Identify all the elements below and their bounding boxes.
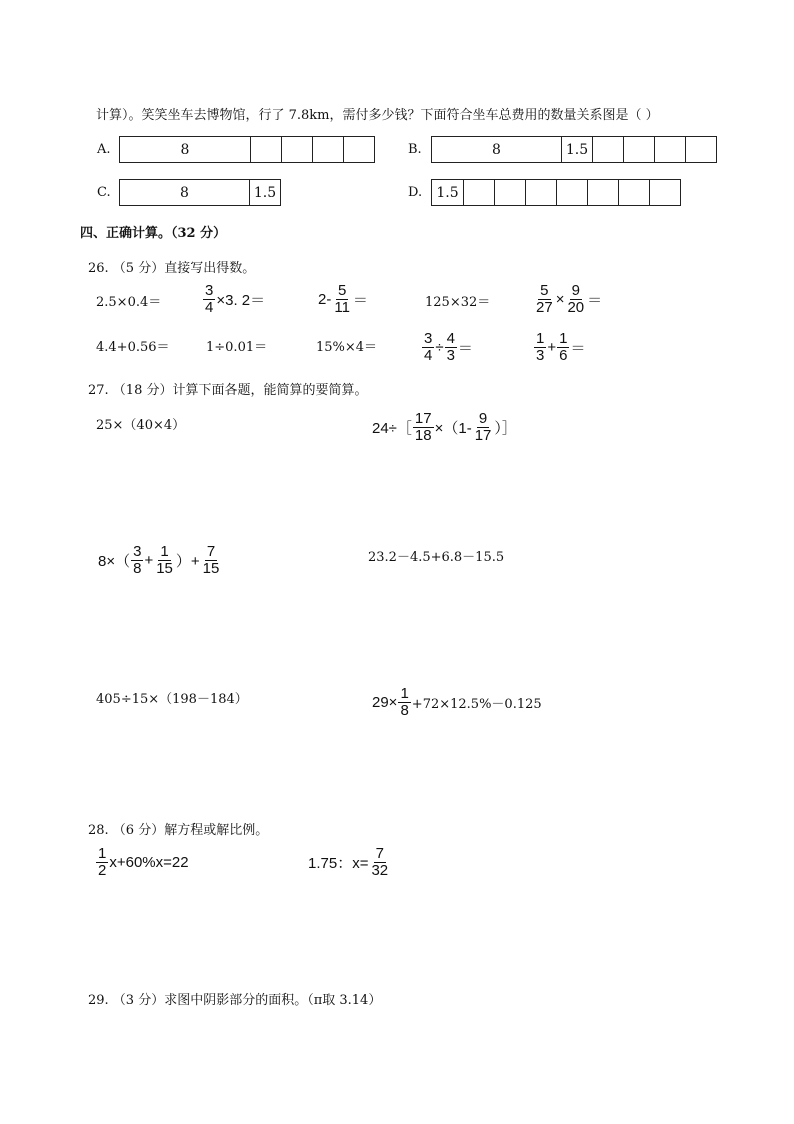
denominator: 32 <box>371 862 389 879</box>
bar-segment <box>619 179 650 206</box>
q29-heading: 29. （3 分）求图中阴影部分的面积。（π取 3.14） <box>88 993 382 1008</box>
q28-equation-1 <box>95 846 189 879</box>
bar-segment <box>557 179 588 206</box>
option-b-label: B. <box>408 142 422 157</box>
bar-segment: 1.5 <box>250 179 281 206</box>
denominator: 18 <box>414 427 432 444</box>
bar-segment <box>495 179 526 206</box>
q26-r1-b <box>202 283 265 316</box>
denominator: 8 <box>133 560 142 577</box>
q26-r1-a: 2.5×0.4＝ <box>96 295 162 310</box>
bar-segment: 1.5 <box>431 179 464 206</box>
denominator: 15 <box>202 560 220 577</box>
denominator: 6 <box>559 347 568 364</box>
bar-segment: 8 <box>431 136 562 163</box>
option-d-label: D. <box>408 185 423 200</box>
bar-segment <box>251 136 282 163</box>
denominator: 2 <box>98 862 107 879</box>
denominator: 17 <box>474 427 492 444</box>
bar-segment <box>593 136 624 163</box>
option-d-bar <box>431 179 681 206</box>
q28-heading: 28. （6 分）解方程或解比例。 <box>88 823 269 838</box>
numerator: 7 <box>206 543 216 560</box>
option-b-bar <box>431 136 717 163</box>
bar-segment <box>624 136 655 163</box>
q26-heading: 26. （5 分）直接写出得数。 <box>88 261 256 276</box>
denominator: 3 <box>536 347 545 364</box>
expr-text: 8×（ <box>98 553 131 570</box>
numerator: 1 <box>536 330 545 347</box>
expr-text: x+60%x=22 <box>109 854 189 871</box>
q28-equation-2 <box>308 846 391 879</box>
q27-problem-2 <box>372 411 517 444</box>
denominator: 8 <box>400 702 409 719</box>
numerator: 1 <box>98 845 107 862</box>
operator: ÷ <box>435 339 444 356</box>
operator: + <box>547 339 557 356</box>
numerator: 3 <box>424 330 433 347</box>
bar-segment <box>686 136 717 163</box>
denominator: 3 <box>446 347 455 364</box>
operator: + <box>144 552 154 569</box>
option-a-label: A. <box>97 142 111 157</box>
bar-segment <box>655 136 686 163</box>
expr-text: ×3. 2＝ <box>216 292 266 309</box>
expr-text: 2- <box>318 291 332 308</box>
bar-segment: 8 <box>119 179 250 206</box>
expr-text: ×（1- <box>434 420 472 437</box>
bar-segment <box>526 179 557 206</box>
expr-text: ）+ <box>175 553 200 570</box>
q26-r1-c <box>318 283 368 316</box>
expr-text: ＝ <box>570 340 586 357</box>
numerator: 9 <box>478 410 488 427</box>
numerator: 5 <box>540 282 549 299</box>
operator: × <box>555 291 565 308</box>
bar-segment: 1.5 <box>562 136 593 163</box>
numerator: 4 <box>446 330 455 347</box>
bar-segment <box>650 179 681 206</box>
denominator: 27 <box>536 299 553 316</box>
numerator: 7 <box>375 845 384 862</box>
q26-r2-d <box>421 331 473 364</box>
numerator: 1 <box>400 685 409 702</box>
expr-text: ）］ <box>494 420 517 437</box>
bar-segment <box>282 136 313 163</box>
expr-text: 24÷［ <box>372 420 412 437</box>
expr-text: 1.75：x= <box>308 855 369 872</box>
q27-problem-6 <box>372 686 542 719</box>
numerator: 1 <box>160 543 169 560</box>
denominator: 11 <box>334 299 350 316</box>
expr-text: ＝ <box>352 292 368 309</box>
denominator: 20 <box>567 299 585 316</box>
expr-text: +72×12.5%－0.125 <box>411 697 542 712</box>
q27-problem-5: 405÷15×（198－184） <box>96 692 248 707</box>
q26-r2-c: 15%×4＝ <box>316 340 378 355</box>
q27-problem-3 <box>98 544 222 577</box>
numerator: 3 <box>133 543 142 560</box>
numerator: 3 <box>205 282 214 299</box>
q26-r1-e <box>533 283 602 316</box>
denominator: 15 <box>156 560 173 577</box>
q27-problem-4: 23.2－4.5+6.8－15.5 <box>368 550 505 565</box>
bar-segment <box>588 179 619 206</box>
numerator: 1 <box>559 330 568 347</box>
numerator: 17 <box>414 410 432 427</box>
option-c-bar <box>119 179 281 206</box>
option-a-bar <box>119 136 375 163</box>
q26-r2-b: 1÷0.01＝ <box>206 340 268 355</box>
section-4-title: 四、正确计算。（32 分） <box>80 226 227 241</box>
q25-stem: 计算）。笑笑坐车去博物馆，行了 7.8km，需付多少钱？下面符合坐车总费用的数量关系图是（ ） <box>96 108 659 123</box>
expr-text: ＝ <box>587 292 603 309</box>
denominator: 4 <box>205 299 214 316</box>
option-c-label: C. <box>97 185 111 200</box>
q27-heading: 27. （18 分）计算下面各题，能简算的要简算。 <box>88 383 368 398</box>
q27-problem-1: 25×（40×4） <box>96 418 186 433</box>
expr-text: 29× <box>372 694 398 711</box>
bar-segment <box>313 136 344 163</box>
bar-segment <box>344 136 375 163</box>
bar-segment: 8 <box>119 136 251 163</box>
expr-text: ＝ <box>457 340 473 357</box>
denominator: 4 <box>424 347 433 364</box>
bar-segment <box>464 179 495 206</box>
q26-r2-a: 4.4+0.56＝ <box>96 340 170 355</box>
numerator: 9 <box>571 282 580 299</box>
q26-r1-d: 125×32＝ <box>425 295 491 310</box>
numerator: 5 <box>337 282 347 299</box>
q26-r2-e <box>533 331 585 364</box>
